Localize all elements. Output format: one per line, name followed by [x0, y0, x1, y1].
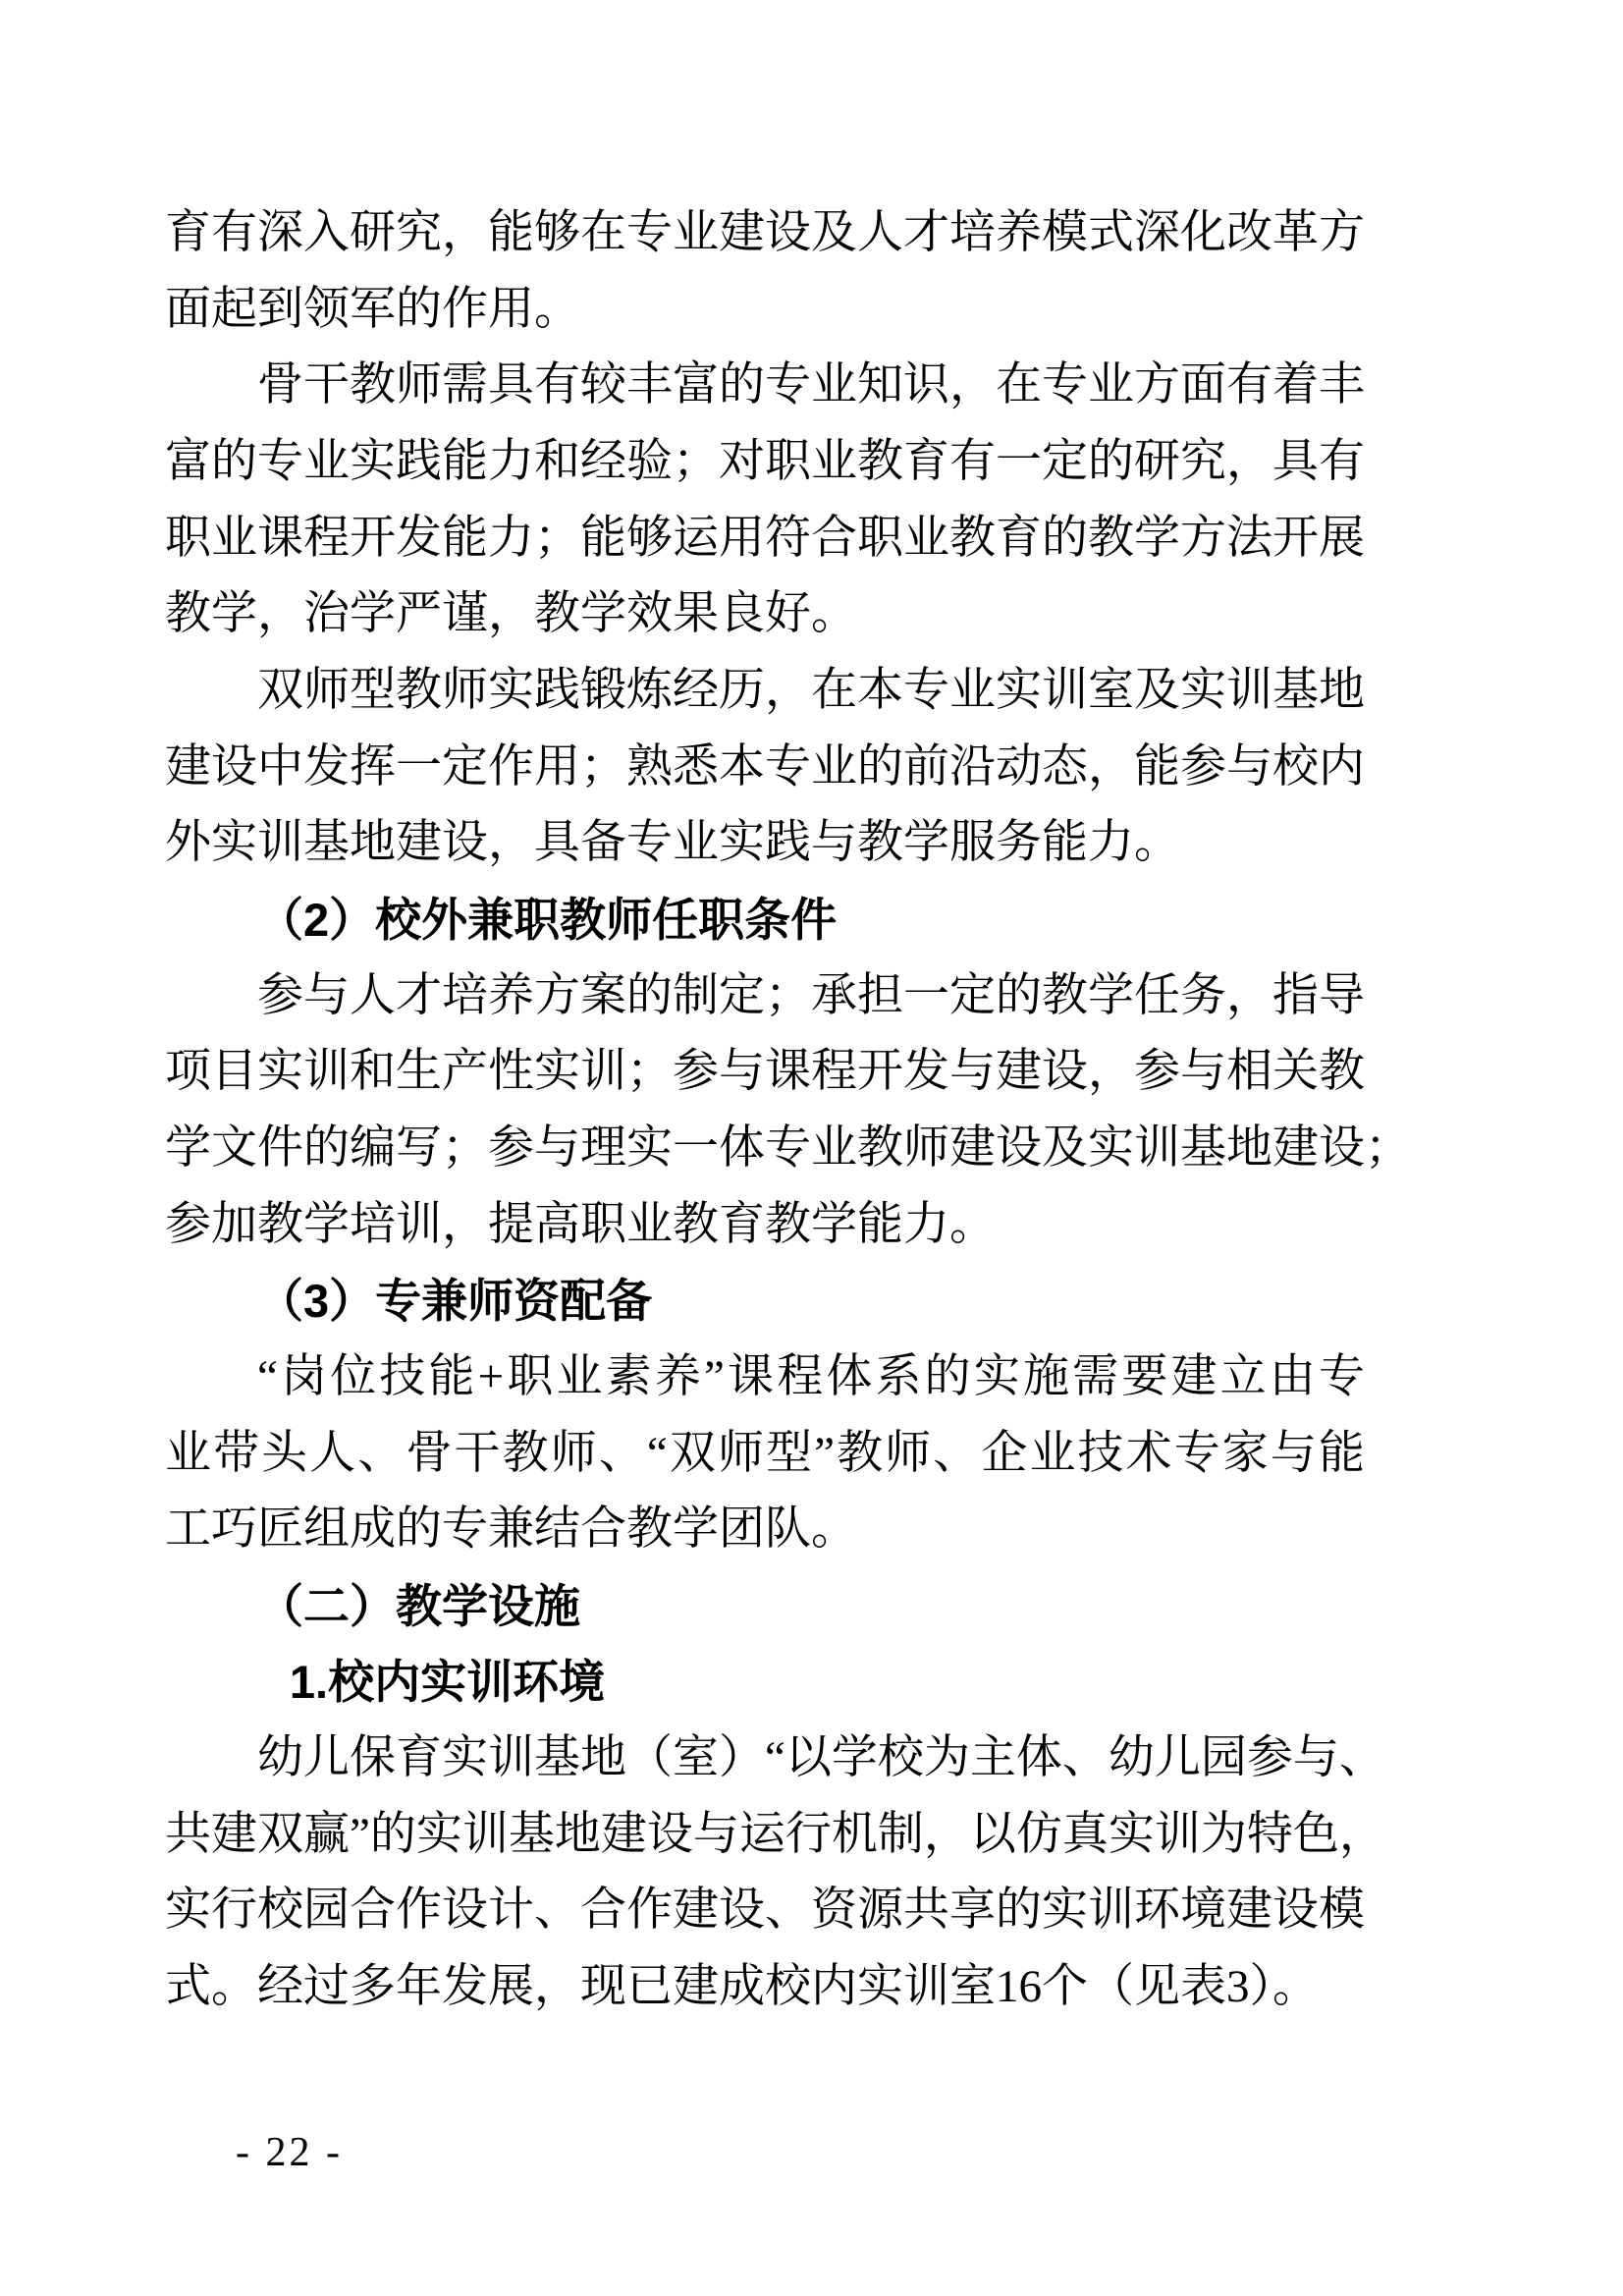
text-line: 育有深入研究，能够在专业建设及人才培养模式深化改革方	[165, 207, 1365, 258]
text-line: 面起到领军的作用。	[165, 283, 580, 335]
section-heading: （2）校外兼职教师任职条件	[257, 893, 838, 946]
section-heading: 1.校内实训环境	[289, 1656, 606, 1709]
text-line: 工巧匠组成的专兼结合教学团队。	[165, 1503, 857, 1556]
section-heading: （二）教学设施	[257, 1579, 580, 1632]
text-line: 富的专业实践能力和经验；对职业教育有一定的研究，具有	[165, 435, 1365, 487]
text-line: 业带头人、骨干教师、“双师型”教师、企业技术专家与能	[165, 1427, 1365, 1479]
text-line: 式。经过多年发展，现已建成校内实训室16个（见表3）。	[165, 1961, 1319, 2013]
text-line: 参加教学培训，提高职业教育教学能力。	[165, 1198, 996, 1250]
text-line: 建设中发挥一定作用；熟悉本专业的前沿动态，能参与校内	[165, 740, 1365, 793]
text-line: 共建双赢”的实训基地建设与运行机制，以仿真实训为特色，	[165, 1808, 1385, 1860]
text-line: 学文件的编写；参与理实一体专业教师建设及实训基地建设；	[165, 1121, 1411, 1174]
text-line: “岗位技能+职业素养”课程体系的实施需要建立由专	[257, 1350, 1365, 1402]
text-line: 项目实训和生产性实训；参与课程开发与建设，参与相关教	[165, 1046, 1365, 1098]
text-line: 双师型教师实践锻炼经历，在本专业实训室及实训基地	[257, 664, 1365, 716]
text-line: 幼儿保育实训基地（室）“以学校为主体、幼儿园参与、	[257, 1732, 1385, 1784]
section-heading: （3）专兼师资配备	[257, 1275, 653, 1328]
text-line: 教学，治学严谨，教学效果良好。	[165, 588, 857, 640]
page-number: - 22 -	[236, 2130, 343, 2175]
text-line: 骨干教师需具有较丰富的专业知识，在专业方面有着丰	[257, 359, 1365, 411]
text-line: 职业课程开发能力；能够运用符合职业教育的教学方法开展	[165, 512, 1365, 564]
text-line: 外实训基地建设，具备专业实践与教学服务能力。	[165, 817, 1180, 869]
document-body	[165, 195, 1411, 2026]
text-line: 参与人才培养方案的制定；承担一定的教学任务，指导	[257, 969, 1365, 1021]
text-line: 实行校园合作设计、合作建设、资源共享的实训环境建设模	[165, 1885, 1365, 1937]
